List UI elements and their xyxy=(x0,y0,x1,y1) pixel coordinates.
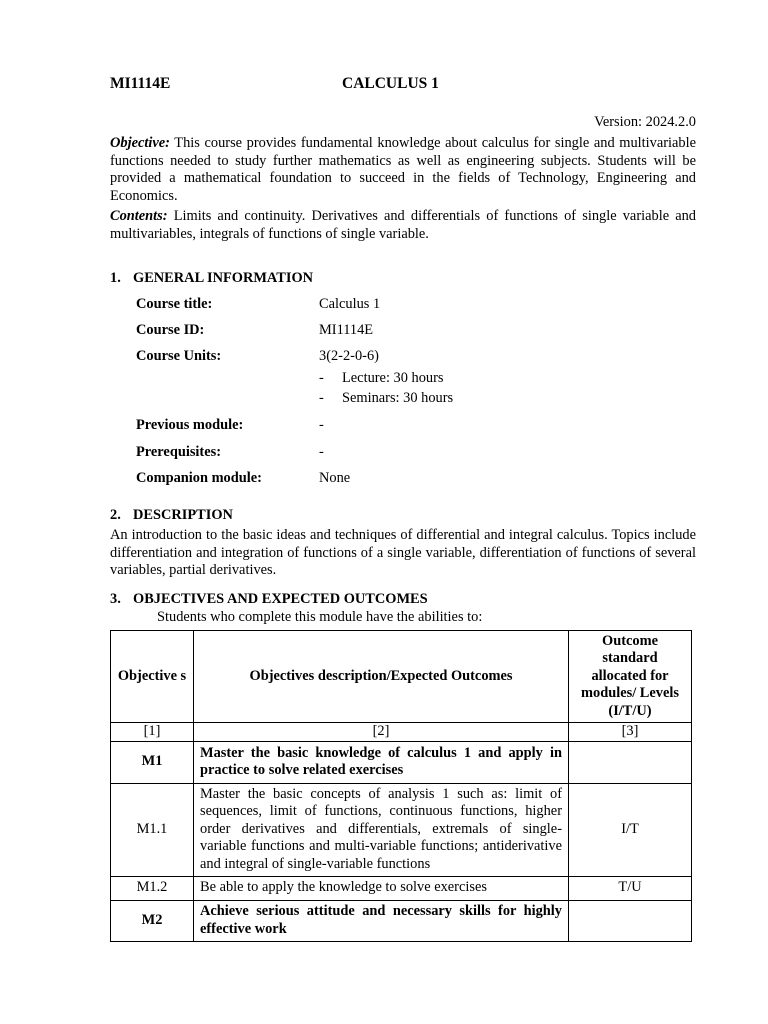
info-label: Course Units: xyxy=(136,348,222,364)
info-value: - xyxy=(319,444,324,460)
objective-level xyxy=(569,741,692,783)
objectives-table xyxy=(110,630,692,942)
objective-description: Be able to apply the knowledge to solve exercises xyxy=(194,876,569,900)
objective-paragraph xyxy=(110,135,696,205)
table-header-row xyxy=(111,631,692,723)
objective-level: I/T xyxy=(569,783,692,876)
objective-level: T/U xyxy=(569,876,692,900)
header-outcome-standard: Outcome standard allocated for modules/ Levels (I/T/U) xyxy=(569,631,692,723)
section-number: 1. xyxy=(110,270,121,286)
section-heading-general-information xyxy=(110,270,313,288)
info-value: - xyxy=(319,417,324,433)
objective-id: M1.1 xyxy=(111,783,194,876)
objective-id: M1 xyxy=(111,741,194,783)
info-value: 3(2-2-0-6) xyxy=(319,348,379,364)
info-value: None xyxy=(319,470,351,486)
section-heading-description xyxy=(110,507,233,525)
objective-id: M2 xyxy=(111,900,194,941)
table-cell: [3] xyxy=(569,723,692,742)
section-title: OBJECTIVES AND EXPECTED OUTCOMES xyxy=(133,591,428,607)
course-code: MI1114E xyxy=(110,75,171,92)
bullet-dash: - xyxy=(319,390,324,406)
table-cell: [2] xyxy=(194,723,569,742)
objective-level xyxy=(569,900,692,941)
objective-description: Achieve serious attitude and necessary skills for highly effective work xyxy=(194,900,569,941)
course-title-row xyxy=(110,75,696,97)
table-row xyxy=(111,900,692,941)
table-cell: [1] xyxy=(111,723,194,742)
info-label: Prerequisites: xyxy=(136,444,221,460)
objectives-intro: Students who complete this module have the abilities to: xyxy=(157,609,483,625)
unit-detail-text: Seminars: 30 hours xyxy=(342,390,454,406)
unit-detail-lecture xyxy=(319,370,444,388)
section-number: 3. xyxy=(110,591,121,607)
section-number: 2. xyxy=(110,507,121,523)
objective-label: Objective: xyxy=(110,135,170,151)
info-value: MI1114E xyxy=(319,322,374,338)
section-heading-objectives xyxy=(110,591,428,609)
info-label: Course ID: xyxy=(136,322,205,338)
unit-detail-seminars xyxy=(319,390,453,408)
objective-text: This course provides fundamental knowledge about calculus for single and multivariable functions needed to study further mathematics as well as engineering subjects. Students will be provided a mathematical foundation to succeed in the fields of Technology, Engineering and Economics. xyxy=(110,135,696,204)
table-row xyxy=(111,741,692,783)
contents-text: Limits and continuity. Derivatives and differentials of functions of single variable and multivariables, integrals of functions of single variable. xyxy=(110,208,696,242)
description-paragraph: An introduction to the basic ideas and techniques of differential and integral calculus. Topics include differentiation and integration of functions of a single variable, differentiation of functions of several variables, partial derivatives. xyxy=(110,527,696,578)
info-value: Calculus 1 xyxy=(319,296,381,312)
contents-label: Contents: xyxy=(110,208,168,224)
table-row xyxy=(111,783,692,876)
info-label: Companion module: xyxy=(136,470,262,486)
bullet-dash: - xyxy=(319,370,324,386)
course-name: CALCULUS 1 xyxy=(342,75,439,92)
objective-description: Master the basic knowledge of calculus 1 and apply in practice to solve related exercises xyxy=(194,741,569,783)
info-label: Previous module: xyxy=(136,417,244,433)
info-label: Course title: xyxy=(136,296,213,312)
section-title: DESCRIPTION xyxy=(133,507,233,523)
section-title: GENERAL INFORMATION xyxy=(133,270,314,286)
header-description: Objectives description/Expected Outcomes xyxy=(194,631,569,723)
unit-detail-text: Lecture: 30 hours xyxy=(342,370,444,386)
objective-description: Master the basic concepts of analysis 1 such as: limit of sequences, limit of functions, continuous functions, higher order derivatives and differentials, extremals of single- variable functions and multi-variable functions; antiderivative and integral of single-variable functions xyxy=(194,783,569,876)
objective-id: M1.2 xyxy=(111,876,194,900)
version-label: Version: 2024.2.0 xyxy=(594,114,696,130)
table-index-row xyxy=(111,723,692,742)
table-row xyxy=(111,876,692,900)
contents-paragraph xyxy=(110,208,696,243)
header-objectives: Objective s xyxy=(111,631,194,723)
